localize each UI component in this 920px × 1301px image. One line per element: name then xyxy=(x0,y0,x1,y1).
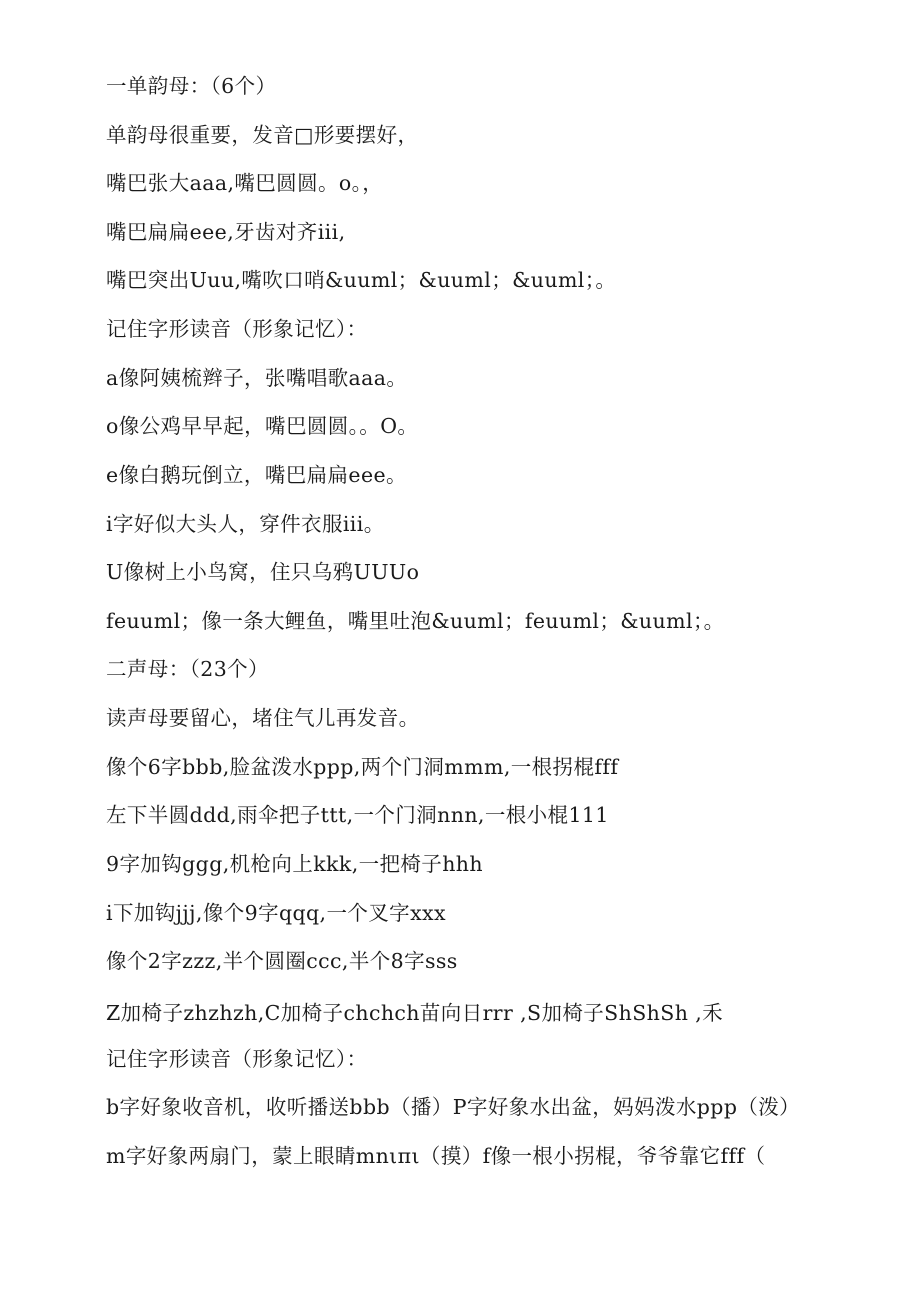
text-line: a像阿姨梳辫子，张嘴唱歌aaa。 xyxy=(106,366,408,390)
text-line: 二声母：（23个） xyxy=(106,657,269,681)
text-line: 嘴巴扁扁eee,牙齿对齐iii, xyxy=(106,220,346,244)
text-line: 读声母要留心，堵住气儿再发音。 xyxy=(106,706,420,730)
text-line: 像个2字zzz,半个圆圈ccc,半个8字sss xyxy=(106,949,458,973)
text-line: i下加钩jjj,像个9字qqq,一个叉字xxx xyxy=(106,901,446,925)
text-line: e像白鹅玩倒立，嘴巴扁扁eee。 xyxy=(106,463,407,487)
text-line: m字好象两扇门，蒙上眼睛mnιπι（摸）f像一根小拐棍，爷爷靠它fff（ xyxy=(106,1144,766,1168)
text-line: U像树上小鸟窝，住只乌鸦UUUo xyxy=(106,560,420,584)
text-line: b字好象收音机，收听播送bbb（播）P字好象水出盆，妈妈泼水ppp（泼） xyxy=(106,1095,801,1119)
text-line: i字好似大头人，穿件衣服iii。 xyxy=(106,512,385,536)
text-line: 记住字形读音（形象记忆）： xyxy=(106,1047,368,1071)
text-line: 9字加钩ggg,机枪向上kkk,一把椅子hhh xyxy=(106,852,484,876)
text-line: 记住字形读音（形象记忆）： xyxy=(106,317,368,341)
text-line: 左下半圆ddd,雨伞把子ttt,一个门洞nnn,一根小棍111 xyxy=(106,803,609,827)
text-line: 单韵母很重要，发音□形要摆好， xyxy=(106,123,419,147)
text-line: 嘴巴张大aaa,嘴巴圆圆。o。， xyxy=(106,171,384,195)
text-line: 一单韵母：（6个） xyxy=(106,74,277,98)
text-line: o像公鸡早早起，嘴巴圆圆。。O。 xyxy=(106,414,419,438)
text-line: Z加椅子zhzhzh,C加椅子chchch苗向日rrr ,S加椅子ShShSh ,禾 xyxy=(106,1001,724,1025)
text-line: 嘴巴突出Uuu,嘴吹口哨&uuml；&uuml；&uuml；。 xyxy=(106,268,617,292)
text-line: feuuml；像一条大鲤鱼，嘴里吐泡&uuml；feuuml；&uuml；。 xyxy=(106,609,725,633)
text-line: 像个6字bbb,脸盆泼水ppp,两个门洞mmm,一根拐棍fff xyxy=(106,755,619,779)
